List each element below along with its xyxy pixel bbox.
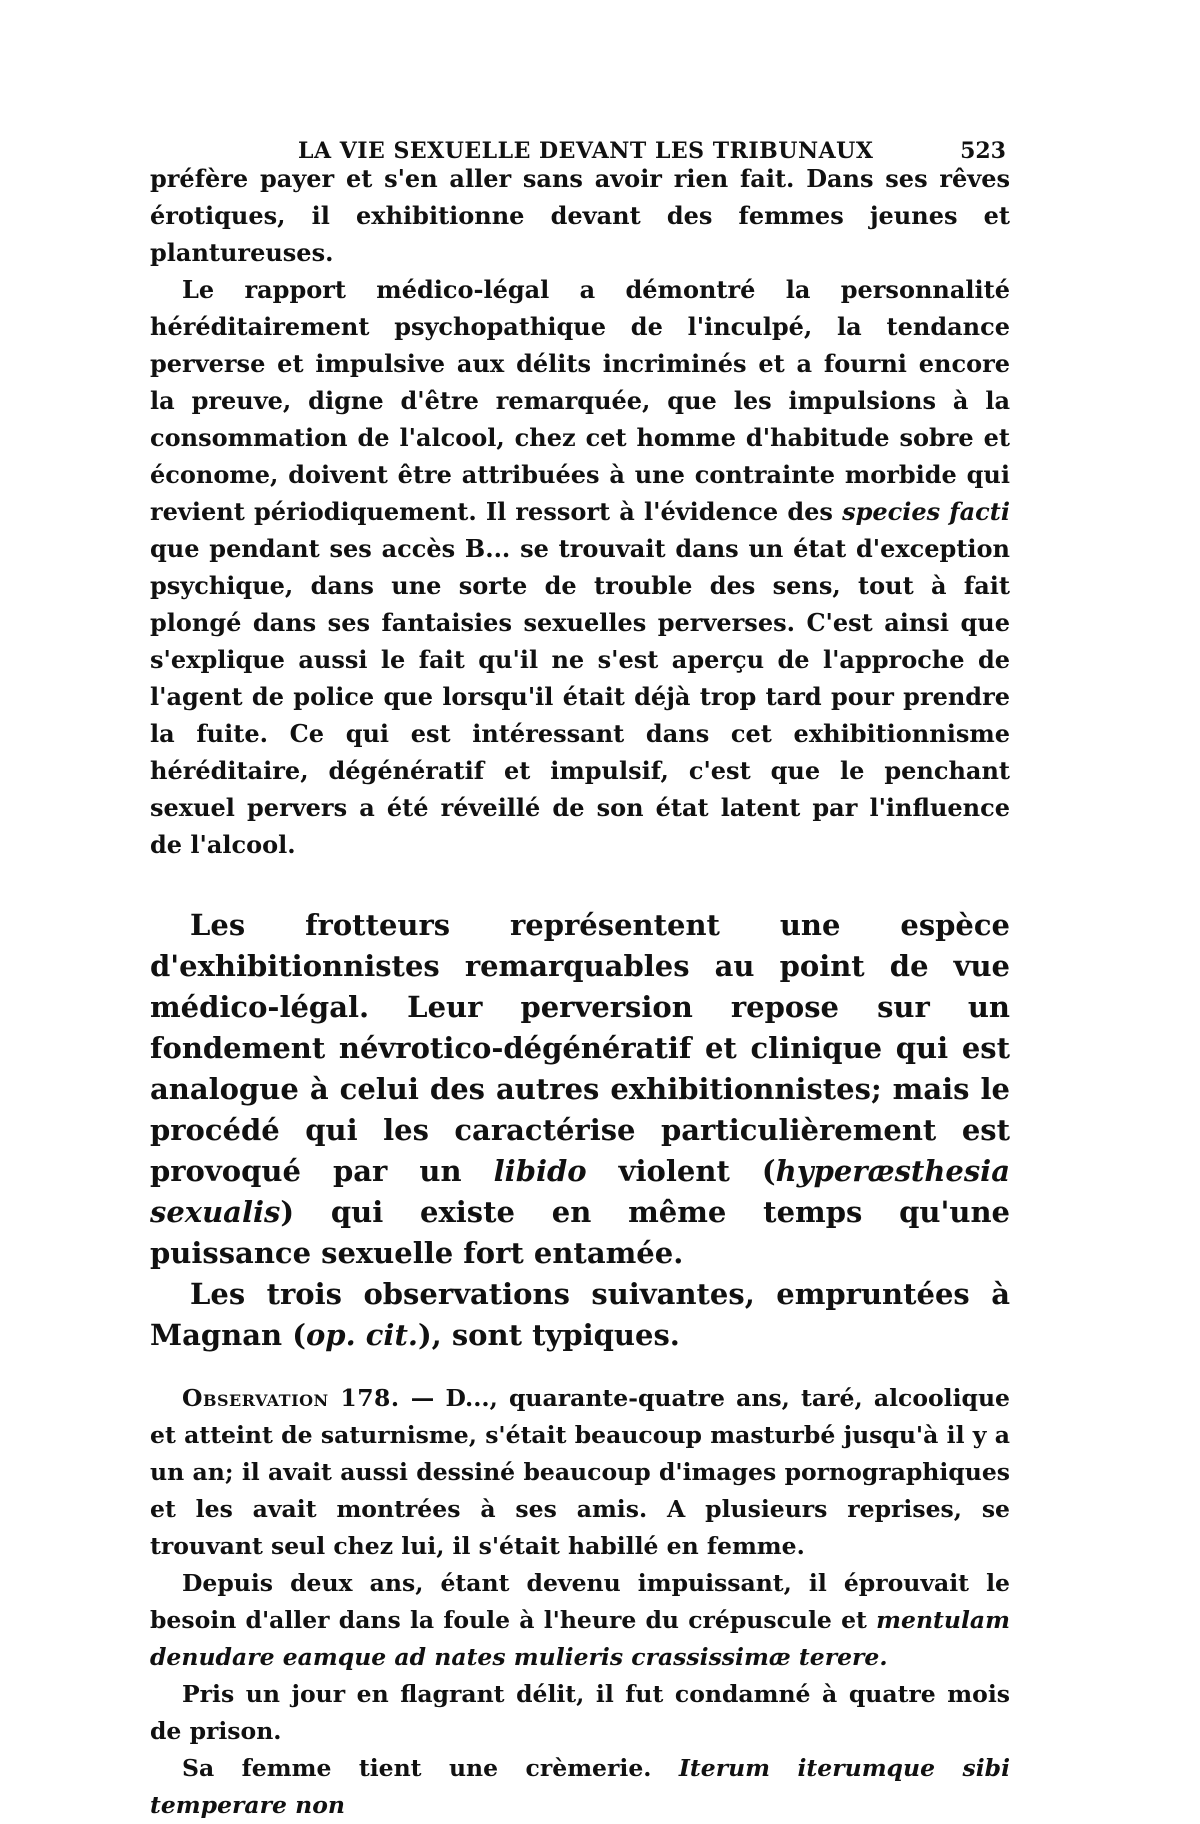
main-text bbox=[150, 905, 1010, 1356]
observation-paragraph-2: Depuis deux ans, étant devenu impuissant, il éprouvait le besoin d'aller dans la foule à l'heure du crépuscule et mentulam denudare eamque ad nates mulieris crassissimæ terere. bbox=[150, 1569, 1010, 1671]
latin-phrase: species facti bbox=[842, 497, 1010, 526]
paragraph-continuation: préfère payer et s'en aller sans avoir rien fait. Dans ses rêves érotiques, il exhibitionne devant des femmes jeunes et plantureuses. bbox=[150, 164, 1010, 267]
running-header bbox=[150, 110, 1010, 164]
observation-paragraph-1: Observation 178. — D..., quarante-quatre ans, taré, alcoolique et atteint de saturnisme, s'était beaucoup masturbé jusqu'à il y a un an; il avait aussi dessiné beaucoup d'images pornographiques et les avait montrées à ses amis. A plusieurs reprises, se trouvant seul chez lui, il s'était habillé en femme. bbox=[150, 1384, 1010, 1560]
italic-term-libido: libido bbox=[493, 1154, 587, 1188]
italic-term-hyperaesthesia: hyperæsthesia sexualis bbox=[150, 1154, 1010, 1229]
paragraph-observations-intro: Les trois observations suivantes, empruntées à Magnan (op. cit.), sont typiques. bbox=[150, 1277, 1010, 1352]
observation-paragraph-3: Pris un jour en flagrant délit, il fut condamné à quatre mois de prison. bbox=[150, 1680, 1010, 1745]
observation-paragraph-4: Sa femme tient une crèmerie. Iterum iterumque sibi temperare non bbox=[150, 1754, 1010, 1819]
running-title: LA VIE SEXUELLE DEVANT LES TRIBUNAUX bbox=[298, 138, 874, 164]
case-continuation bbox=[150, 160, 1010, 863]
latin-passage: mentulam denudare eamque ad nates mulieris crassissimæ terere. bbox=[150, 1606, 1010, 1671]
paragraph-frotteurs: Les frotteurs représentent une espèce d'exhibitionnistes remarquables au point de vue médico-légal. Leur perversion repose sur un fondement névrotico-dégénératif et clinique qui est analogue à celui des autres exhibitionnistes; mais le procédé qui les caractérise particulièrement est provoqué par un libido violent (hyperæsthesia sexualis) qui existe en même temps qu'une puissance sexuelle fort entamée. bbox=[150, 908, 1010, 1270]
observation-178 bbox=[150, 1380, 1010, 1824]
page-number: 523 bbox=[960, 138, 1006, 164]
latin-passage-continued: Iterum iterumque sibi temperare non bbox=[150, 1754, 1010, 1819]
observation-label: Observation 178. bbox=[182, 1384, 400, 1412]
paragraph-medico-legal-report: Le rapport médico-légal a démontré la personnalité héréditairement psychopathique de l'inculpé, la tendance perverse et impulsive aux délits incriminés et a fourni encore la preuve, digne d'être remarquée, que les impulsions à la consommation de l'alcool, chez cet homme d'habitude sobre et économe, doivent être attribuées à une contrainte morbide qui revient périodiquement. Il ressort à l'évidence des species facti que pendant ses accès B... se trouvait dans un état d'exception psychique, dans une sorte de trouble des sens, tout à fait plongé dans ses fantaisies sexuelles perverses. C'est ainsi que s'explique aussi le fait qu'il ne s'est aperçu de l'approche de l'agent de police que lorsqu'il était déjà trop tard pour prendre la fuite. Ce qui est intéressant dans cet exhibitionnisme héréditaire, dégénératif et impulsif, c'est que le penchant sexuel pervers a été réveillé de son état latent par l'influence de l'alcool. bbox=[150, 275, 1010, 859]
book-page bbox=[150, 110, 1010, 1824]
citation-op-cit: op. cit. bbox=[305, 1318, 418, 1352]
